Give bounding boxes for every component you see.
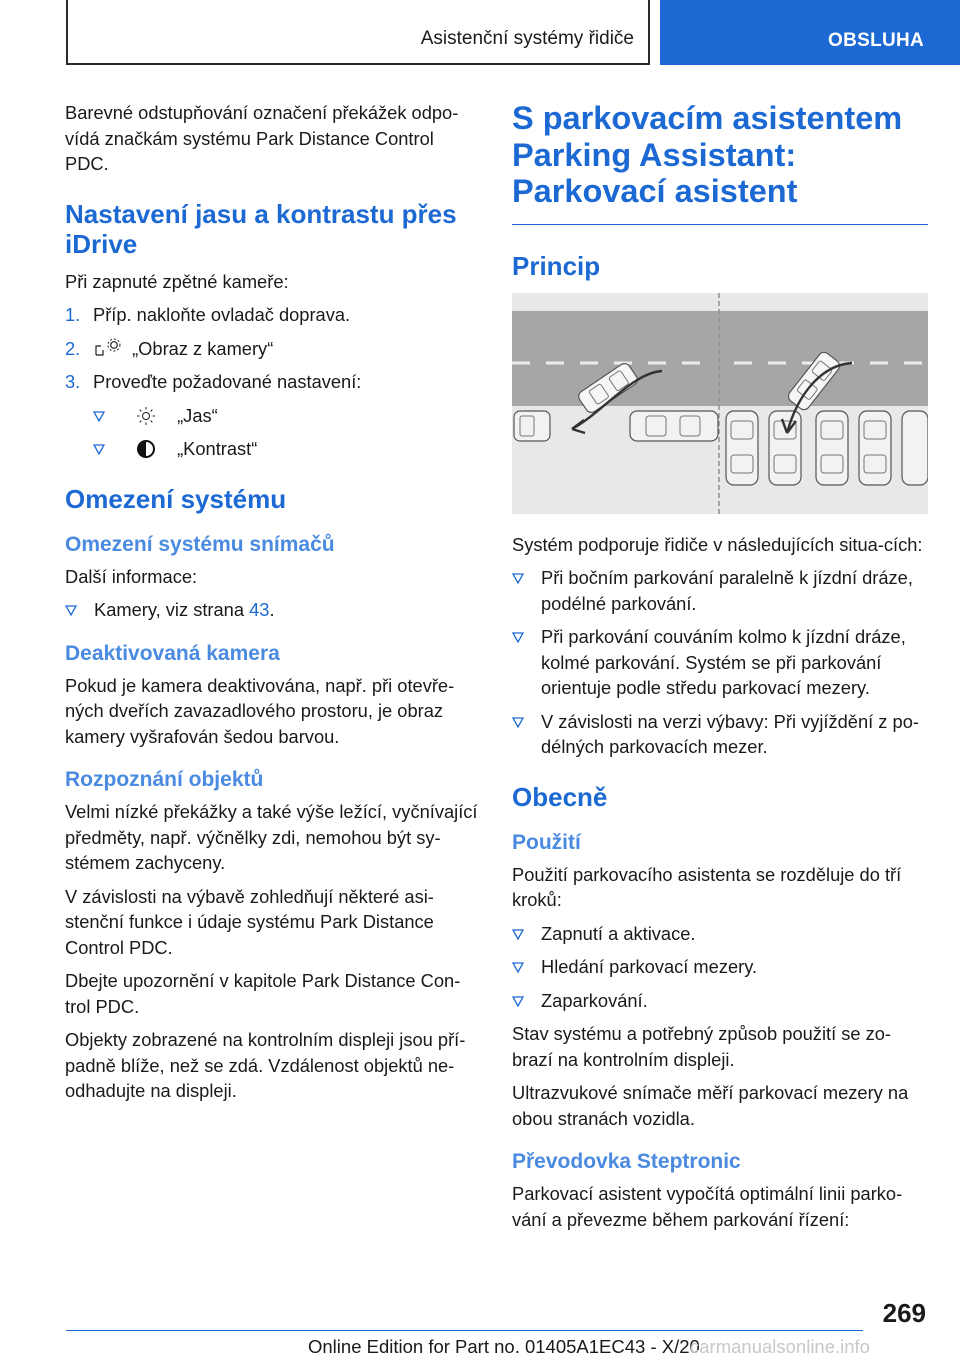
list-item-text: V závislosti na verzi výbavy: Při vyjíždění z po-délných parkovacích mezer. <box>541 710 919 757</box>
heading-rule <box>512 224 928 225</box>
chapter-heading: S parkovacím asistentem Parking Assistant: Parkovací asistent <box>512 100 903 209</box>
heading-sensor-limits: Omezení systému snímačů <box>65 532 335 556</box>
step-item <box>65 369 480 395</box>
usage-list <box>512 921 928 1014</box>
object-detection-p3: Dbejte upozornění v kapitole Park Distance Con-trol PDC. <box>65 970 461 1017</box>
object-detection-p4: Objekty zobrazené na kontrolním displeji jsou pří-padně blíže, než se zdá. Vzdálenost objektů ne-odhadujte na displeji. <box>65 1029 466 1101</box>
left-column <box>65 100 480 1112</box>
deactivated-camera-text: Pokud je kamera deaktivována, např. při otevře-ných dveřích zavazadlového prostoru, je obraz kamery vyšrafován šedou barvou. <box>65 674 455 747</box>
list-item-text: Kamery, viz strana <box>94 599 250 620</box>
triangle-bullet-icon <box>512 929 524 940</box>
step-number: 2. <box>65 337 81 359</box>
heading-usage: Použití <box>512 830 581 854</box>
substeps-list <box>93 403 480 462</box>
triangle-bullet-icon <box>512 573 524 584</box>
substep-item <box>93 436 480 462</box>
steps-list <box>65 302 480 395</box>
intro-paragraph: Barevné odstupňování označení překážek odpo-vídá značkám systému Park Distance Control PDC. <box>65 102 459 174</box>
heading-general: Obecně <box>512 781 608 812</box>
object-detection-p2: V závislosti na výbavě zohledňují některé asi-stenční funkce i údaje systému Park Distance Control PDC. <box>65 885 434 958</box>
heading-steptronic: Převodovka Steptronic <box>512 1150 741 1173</box>
brightness-intro: Při zapnuté zpětné kameře: <box>65 270 289 292</box>
list-item-text: Při parkování couváním kolmo k jízdní dráze, kolmé parkování. Systém se při parkování orientuje podle středu parkovací mezery. <box>541 626 906 698</box>
page-link-43[interactable]: 43 <box>249 599 270 620</box>
list-item-text: Při bočním parkování paralelně k jízdní dráze, podélné parkování. <box>541 567 913 614</box>
section-tab <box>660 0 960 65</box>
heading-principle: Princip <box>512 250 601 281</box>
list-item <box>512 988 928 1014</box>
list-item <box>512 624 928 701</box>
step-item <box>65 336 480 362</box>
triangle-bullet-icon <box>65 605 77 616</box>
camera-settings-icon <box>93 337 123 359</box>
usage-p1: Stav systému a potřebný způsob použití se zo-brazí na kontrolním displeji. <box>512 1023 892 1070</box>
step-text: Proveďte požadované nastavení: <box>93 371 362 392</box>
edition-text: Online Edition for Part no. 01405A1EC43 - X/20 <box>308 1336 700 1357</box>
step-item <box>65 302 480 328</box>
usage-intro: Použití parkovacího asistenta se rozděluje do tří kroků: <box>512 863 902 910</box>
list-item-text: Zaparkování. <box>541 989 648 1011</box>
chapter-title: Asistenční systémy řidiče <box>420 28 634 49</box>
substep-text: „Jas“ <box>177 404 218 426</box>
page-number: 269 <box>882 1298 926 1328</box>
object-detection-p1: Velmi nízké překážky a také výše ležící, vyčnívající předměty, např. výčnělky zdi, nemohou být sy-stémem zachyceny. <box>65 801 478 873</box>
triangle-bullet-icon <box>512 996 524 1007</box>
list-item <box>512 709 928 760</box>
principle-intro: Systém podporuje řidiče v následujících situa-cích: <box>512 533 923 555</box>
step-number: 1. <box>65 304 81 325</box>
sensor-limits-list <box>65 597 480 623</box>
watermark-text: carmanualsonline.info <box>690 1336 870 1357</box>
list-item-end: . <box>269 599 275 620</box>
heading-system-limits: Omezení systému <box>65 483 287 514</box>
triangle-bullet-icon <box>512 962 524 973</box>
heading-object-detection: Rozpoznání objektů <box>65 768 264 791</box>
brightness-icon <box>134 405 158 427</box>
step-text: „Obraz z kamery“ <box>132 337 274 359</box>
triangle-bullet-icon <box>512 632 524 643</box>
footer-rule <box>66 1330 863 1331</box>
triangle-bullet-icon <box>93 411 105 422</box>
substep-text: „Kontrast“ <box>177 438 258 459</box>
contrast-icon <box>134 438 158 460</box>
list-item <box>512 954 928 980</box>
principle-list <box>512 565 928 760</box>
substep-item <box>93 403 480 429</box>
triangle-bullet-icon <box>93 444 105 455</box>
usage-p2: Ultrazvukové snímače měří parkovací mezery na obou stranách vozidla. <box>512 1082 909 1129</box>
list-item <box>65 597 480 623</box>
sensor-limits-intro: Další informace: <box>65 565 198 587</box>
header-box <box>66 0 650 65</box>
steptronic-text: Parkovací asistent vypočítá optimální linii parko-vání a převezme během parkování řízení: <box>512 1183 903 1230</box>
parking-illustration <box>512 293 928 514</box>
list-item-text: Zapnutí a aktivace. <box>541 922 696 944</box>
list-item <box>512 565 928 616</box>
step-text: Příp. nakloňte ovladač doprava. <box>93 304 351 325</box>
parking-diagram <box>512 293 928 514</box>
list-item-text: Hledání parkovací mezery. <box>541 956 758 977</box>
triangle-bullet-icon <box>512 717 524 728</box>
list-item <box>512 921 928 947</box>
right-column <box>512 100 928 1240</box>
heading-deactivated-camera: Deaktivovaná kamera <box>65 641 280 665</box>
heading-brightness-contrast: Nastavení jasu a kontrastu přes iDrive <box>65 198 457 259</box>
step-number: 3. <box>65 371 81 392</box>
section-tab-label: OBSLUHA <box>828 30 925 51</box>
